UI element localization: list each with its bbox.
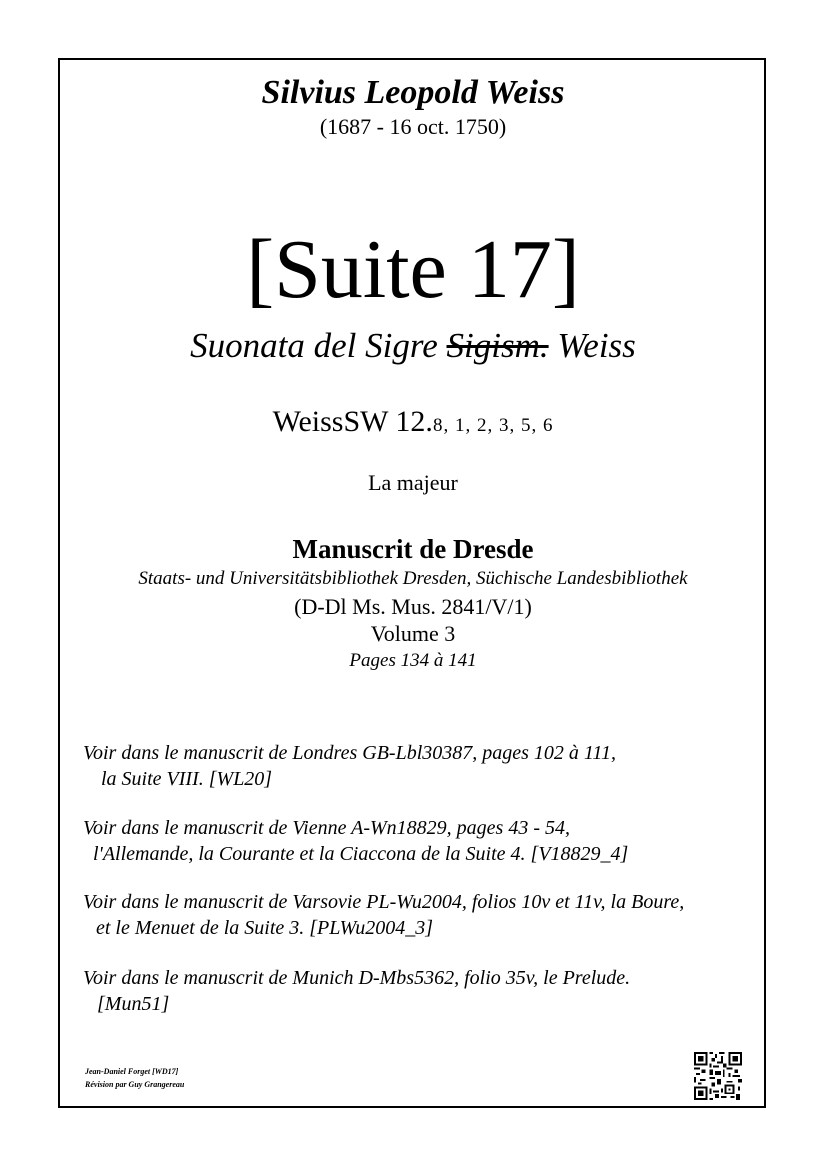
credits-author: Jean-Daniel Forget [WD17]: [85, 1067, 179, 1076]
concordance-note: [83, 889, 763, 941]
credits: [85, 1065, 184, 1091]
concordance-note: [83, 740, 763, 792]
qr-code-icon: [694, 1052, 742, 1100]
concordance-line-2: l'Allemande, la Courante et la Ciaccona de la Suite 4. [V18829_4]: [93, 843, 629, 865]
suite-subtitle: [0, 326, 826, 366]
manuscript-title: Manuscrit de Dresde: [292, 534, 534, 564]
concordance-line-1: Voir dans le manuscrit de Munich D-Mbs5362, folio 35v, le Prelude.: [83, 967, 631, 989]
concordance-line-2: et le Menuet de la Suite 3. [PLWu2004_3]: [96, 917, 433, 939]
catalog-number: [0, 405, 826, 439]
credits-revision: Révision par Guy Grangereau: [85, 1080, 185, 1089]
shelfmark: (D-Dl Ms. Mus. 2841/V/1): [294, 594, 532, 619]
concordance-line-2: [Mun51]: [97, 993, 170, 1015]
volume: Volume 3: [370, 621, 456, 646]
key-signature: La majeur: [368, 470, 458, 495]
subtitle-struck: Sigism.: [446, 326, 549, 365]
concordance-line-1: Voir dans le manuscrit de Vienne A-Wn18829, pages 43 - 54,: [83, 817, 570, 839]
composer-dates: (1687 - 16 oct. 1750): [319, 114, 507, 139]
catalog-movements: 8, 1, 2, 3, 5, 6: [432, 415, 554, 436]
concordance-note: [83, 965, 763, 1017]
concordance-line-1: Voir dans le manuscrit de Varsovie PL-Wu2004, folios 10v et 11v, la Boure,: [83, 891, 685, 913]
subtitle-after: Weiss: [548, 326, 636, 365]
catalog-prefix: WeissSW 12.: [272, 405, 433, 438]
concordance-line-1: Voir dans le manuscrit de Londres GB-Lbl30387, pages 102 à 111,: [83, 742, 616, 764]
concordance-note: [83, 815, 763, 867]
page-range: Pages 134 à 141: [349, 650, 477, 671]
library-name: Staats- und Universitätsbibliothek Dresden, Süchische Landesbibliothek: [138, 568, 688, 589]
suite-title: [Suite 17]: [246, 223, 580, 316]
composer-name: Silvius Leopold Weiss: [261, 74, 565, 111]
concordance-line-2: la Suite VIII. [WL20]: [101, 768, 273, 790]
subtitle-before: Suonata del Sigre: [190, 326, 447, 365]
